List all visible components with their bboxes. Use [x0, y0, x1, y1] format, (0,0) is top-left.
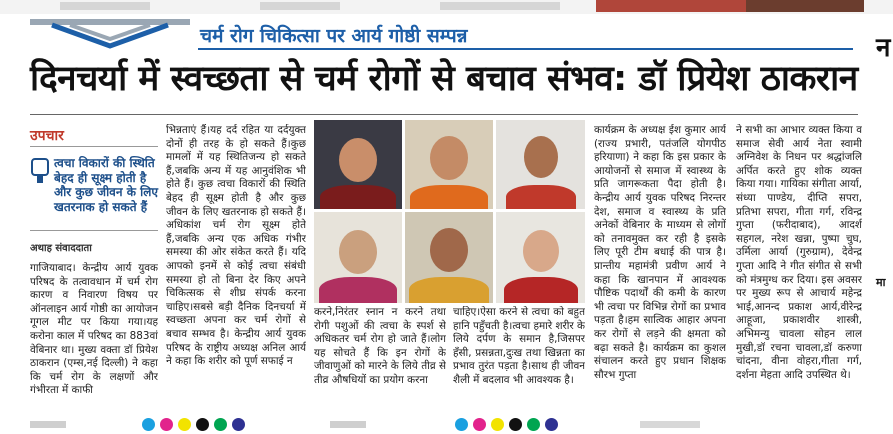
article-column-6: [736, 124, 862, 398]
article-column-2: [166, 124, 306, 396]
webinar-screenshot-grid: [314, 120, 585, 303]
main-headline: दिनचर्या में स्वच्छता से चर्म रोगों से बचाव संभव: डॉ प्रियेश ठाकरान: [30, 59, 858, 99]
headline-rule: [30, 114, 858, 115]
participant-photo: [314, 212, 402, 303]
color-swatch: [473, 418, 486, 431]
clipped-text-bar: [440, 2, 560, 10]
participant-photo: [496, 212, 585, 303]
color-swatch: [455, 418, 468, 431]
column-text: ने सभी का आभार व्यक्त किया व समाज सेवी आर्य नेता स्वामी अग्निवेश के निधन पर श्रद्धांजलि अर्पित करते हुए शोक व्यक्त किया गया। गायिका संगीता आर्या, संध्या पाण्डेय, दीप्ति सपरा, प्रतिभा सपरा, गीता गर्ग, रविन्द्र गुप्ता (फरीदाबाद), आदर्श सहगल, नरेश खन्ना, पुष्पा चुघ, उर्मिला आर्या (गुरुग्राम), देवेन्द्र गुप्ता आदि ने गीत संगीत से सभी को मंत्रमुग्ध कर दिया। इस अवसर पर मुख्य रूप से आचार्य महेन्द्र भाई,आनन्द प्रकाश आर्य,वीरेन्द्र आहूजा, प्रकाशवीर शास्त्री, अभिमन्यु चावला सोहन लाल मुखी,डॉ रचना चावला,डॉ करुणा चांदना, वीना वोहरा,गीता गर्ग, दर्शना मेहता आदि उपस्थित थे।: [736, 124, 862, 381]
color-swatch: [196, 418, 209, 431]
next-article-edge: [872, 20, 893, 420]
registration-gray-bar: [30, 421, 66, 428]
section-label: उपचार: [30, 128, 64, 144]
quote-marker-icon: [31, 158, 49, 184]
article-column-5: [594, 124, 726, 398]
color-swatch: [491, 418, 504, 431]
participant-photo: [405, 120, 493, 209]
kicker-headline: चर्म रोग चिकित्सा पर आर्य गोष्ठी सम्पन्न: [200, 25, 468, 47]
kicker-underline: [198, 48, 853, 50]
participant-photo: [405, 212, 493, 303]
column-text: कार्यक्रम के अध्यक्ष ईश कुमार आर्य (राज्य प्रभारी, पतंजलि योगपीठ हरियाणा) ने कहा कि इस प्रकार के आयोजनों से समाज में स्वास्थ्य के प्रति जागरूकता पैदा होती है।केन्द्रीय आर्य युवक परिषद निरन्तर देश, समाज व स्वास्थ्य के प्रति अनेकों वेबिनार के माध्यम से लोगों को तनावमुक्त कर रही है इसके लिए पूरी टीम बधाई की पात्र है। प्रान्तीय महामंत्री प्रवीण आर्य ने कहा कि खानपान में आवश्यक पौष्टिक पदार्थों की कमी के कारण भी त्वचा पर विभिन्न रोगों का प्रभाव पड़ता है।हम सात्विक आहार अपना कर रोगों से लड़ने की क्षमता को बढ़ा सकते है। कार्यक्रम का कुशल संचालन करते हुए प्रधान शिक्षक सौरभ गुप्ता: [594, 124, 726, 381]
participant-photo: [314, 120, 402, 209]
color-swatch: [527, 418, 540, 431]
next-article-clipped-text: मा: [876, 276, 886, 289]
clipped-photo: [596, 0, 864, 12]
column-text: गाजियाबाद। केन्द्रीय आर्य युवक परिषद के तत्वावधान में चर्म रोग कारण व निवारण विषय पर ऑनलाइन आर्य गोष्ठी का आयोजन गूगल मीट पर किया गया।यह करोना काल में परिषद का 883वां वेबिनार था। मुख्य वक्ता डॉ प्रियेश ठाकरान (एम्स,नई दिल्ली) ने कहा कि चर्म रोग के लक्षणों और गंभीरता में काफी: [30, 262, 158, 397]
pull-quote: त्वचा विकारों की स्थिति बेहद ही सूक्ष्म होती है और कुछ जीवन के लिए खतरनाक हो सकते हैं: [54, 156, 158, 214]
color-swatch: [214, 418, 227, 431]
clipped-text-bar: [260, 2, 340, 10]
clipped-text-bar: [60, 2, 150, 10]
registration-gray-bar: [640, 421, 700, 428]
column-text: चाहिए।ऐसा करने से त्वचा को बहुत हानि पहुँचती है।त्वचा हमारे शरीर के लिये दर्पण के समान है,जिसपर हँसी, प्रसन्नता,दुःख तथा खिन्नता का प्रभाव तुरंत पड़ता है।साथ ही जीवन शैली में बदलाव भी आवश्यक है।: [453, 306, 585, 386]
participant-photo: [496, 120, 585, 209]
pull-quote-rule: [30, 230, 158, 231]
chevron-graphic: [30, 19, 190, 51]
color-swatch: [160, 418, 173, 431]
color-swatch: [509, 418, 522, 431]
next-article-clipped-title: न: [876, 33, 891, 63]
article-column-4: [453, 306, 585, 398]
column-text: भिन्नताएं हैं।यह दर्द रहित या दर्दयुक्त दोनों ही तरह के हो सकते हैं।कुछ मामलों में यह स्थितिजन्य हो सकते हैं,जबकि अन्य में यह आनुवंशिक भी होते हैं। कुछ त्वचा विकारों की स्थिति बेहद ही सूक्ष्म होती है और कुछ जीवन के लिए खतरनाक हो सकते हैं। अधिकांश चर्म रोग सूक्ष्म होते हैं,जबकि अन्य एक अधिक गंभीर समस्या की ओर संकेत करते हैं। यदि आपको इनमें से कोई त्वचा संबंधी समस्या हो तो बिना देर किए अपने चिकित्सक से शीघ्र संपर्क करना चाहिए।सबसे बड़ी दैनिक दिनचर्या में स्वच्छता अपना कर चर्म रोगों से बचाव सम्भव है। केन्द्रीय आर्य युवक परिषद के राष्ट्रीय अध्यक्ष अनिल आर्य ने कहा कि शरीर को पूर्ण सफाई न: [166, 124, 306, 368]
color-registration-left: [142, 418, 262, 431]
color-swatch: [178, 418, 191, 431]
registration-gray-bar: [330, 421, 366, 428]
color-swatch: [232, 418, 245, 431]
article-column-3: [314, 306, 446, 398]
byline: अथाह संवाददाता: [30, 243, 92, 254]
section-rule: [30, 146, 158, 147]
color-swatch: [142, 418, 155, 431]
color-registration-right: [455, 418, 575, 431]
column-text: करने,निरंतर स्नान न करने तथा रोगी पशुओं की त्वचा के स्पर्श से अधिकतर चर्म रोग हो जाते हैं।लोग यह सोचते हैं कि इन रोगों के जीवाणुओं को मारने के लिये तीव्र से तीव्र औषधियों का प्रयोग करना: [314, 306, 446, 386]
color-swatch: [545, 418, 558, 431]
article-column-1: [30, 262, 158, 398]
